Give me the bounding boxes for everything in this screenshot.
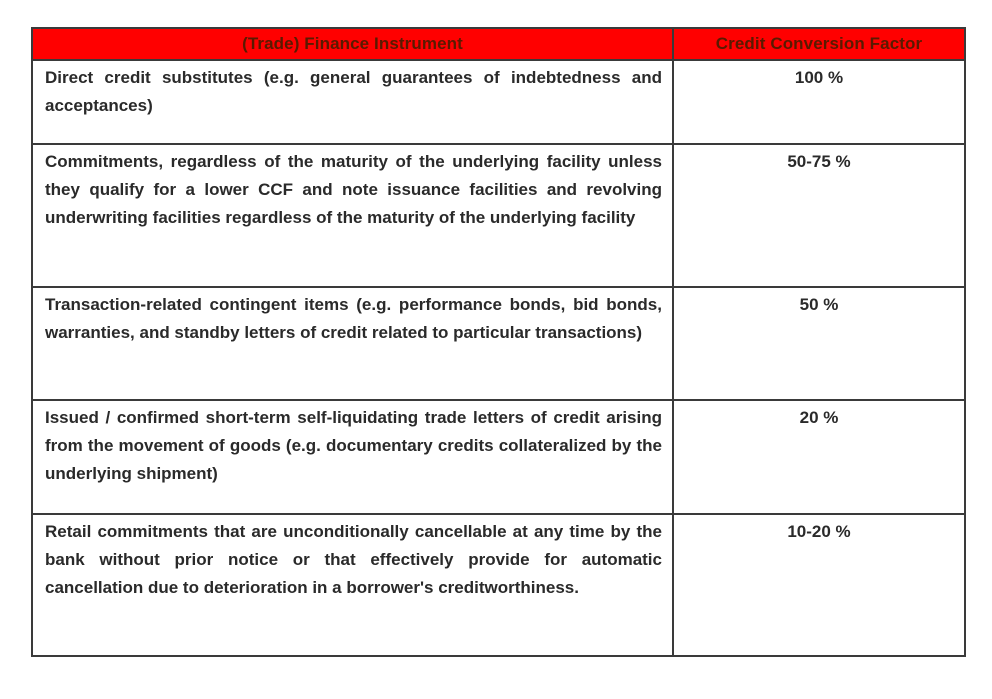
table-row <box>32 144 965 287</box>
instrument-cell: Issued / confirmed short-term self-liquidating trade letters of credit arising from the movement of goods (e.g. documentary credits collateralized by the underlying shipment) <box>32 400 673 514</box>
factor-cell: 50 % <box>673 287 965 400</box>
instrument-cell: Retail commitments that are unconditionally cancellable at any time by the bank without prior notice or that effectively provide for automatic cancellation due to deterioration in a borrower's creditworthiness. <box>32 514 673 656</box>
instrument-cell: Transaction-related contingent items (e.g. performance bonds, bid bonds, warranties, and standby letters of credit related to particular transactions) <box>32 287 673 400</box>
factor-cell: 10-20 % <box>673 514 965 656</box>
instrument-cell: Commitments, regardless of the maturity of the underlying facility unless they qualify for a lower CCF and note issuance facilities and revolving underwriting facilities regardless of the maturity of the underlying facility <box>32 144 673 287</box>
factor-cell: 50-75 % <box>673 144 965 287</box>
instrument-cell: Direct credit substitutes (e.g. general guarantees of indebtedness and acceptances) <box>32 60 673 144</box>
table-row <box>32 514 965 656</box>
ccf-table <box>31 27 966 657</box>
table-row <box>32 287 965 400</box>
table-row <box>32 60 965 144</box>
table-header-row <box>32 28 965 60</box>
table-row <box>32 400 965 514</box>
header-instrument: (Trade) Finance Instrument <box>32 28 673 60</box>
factor-cell: 20 % <box>673 400 965 514</box>
factor-cell: 100 % <box>673 60 965 144</box>
header-factor: Credit Conversion Factor <box>673 28 965 60</box>
